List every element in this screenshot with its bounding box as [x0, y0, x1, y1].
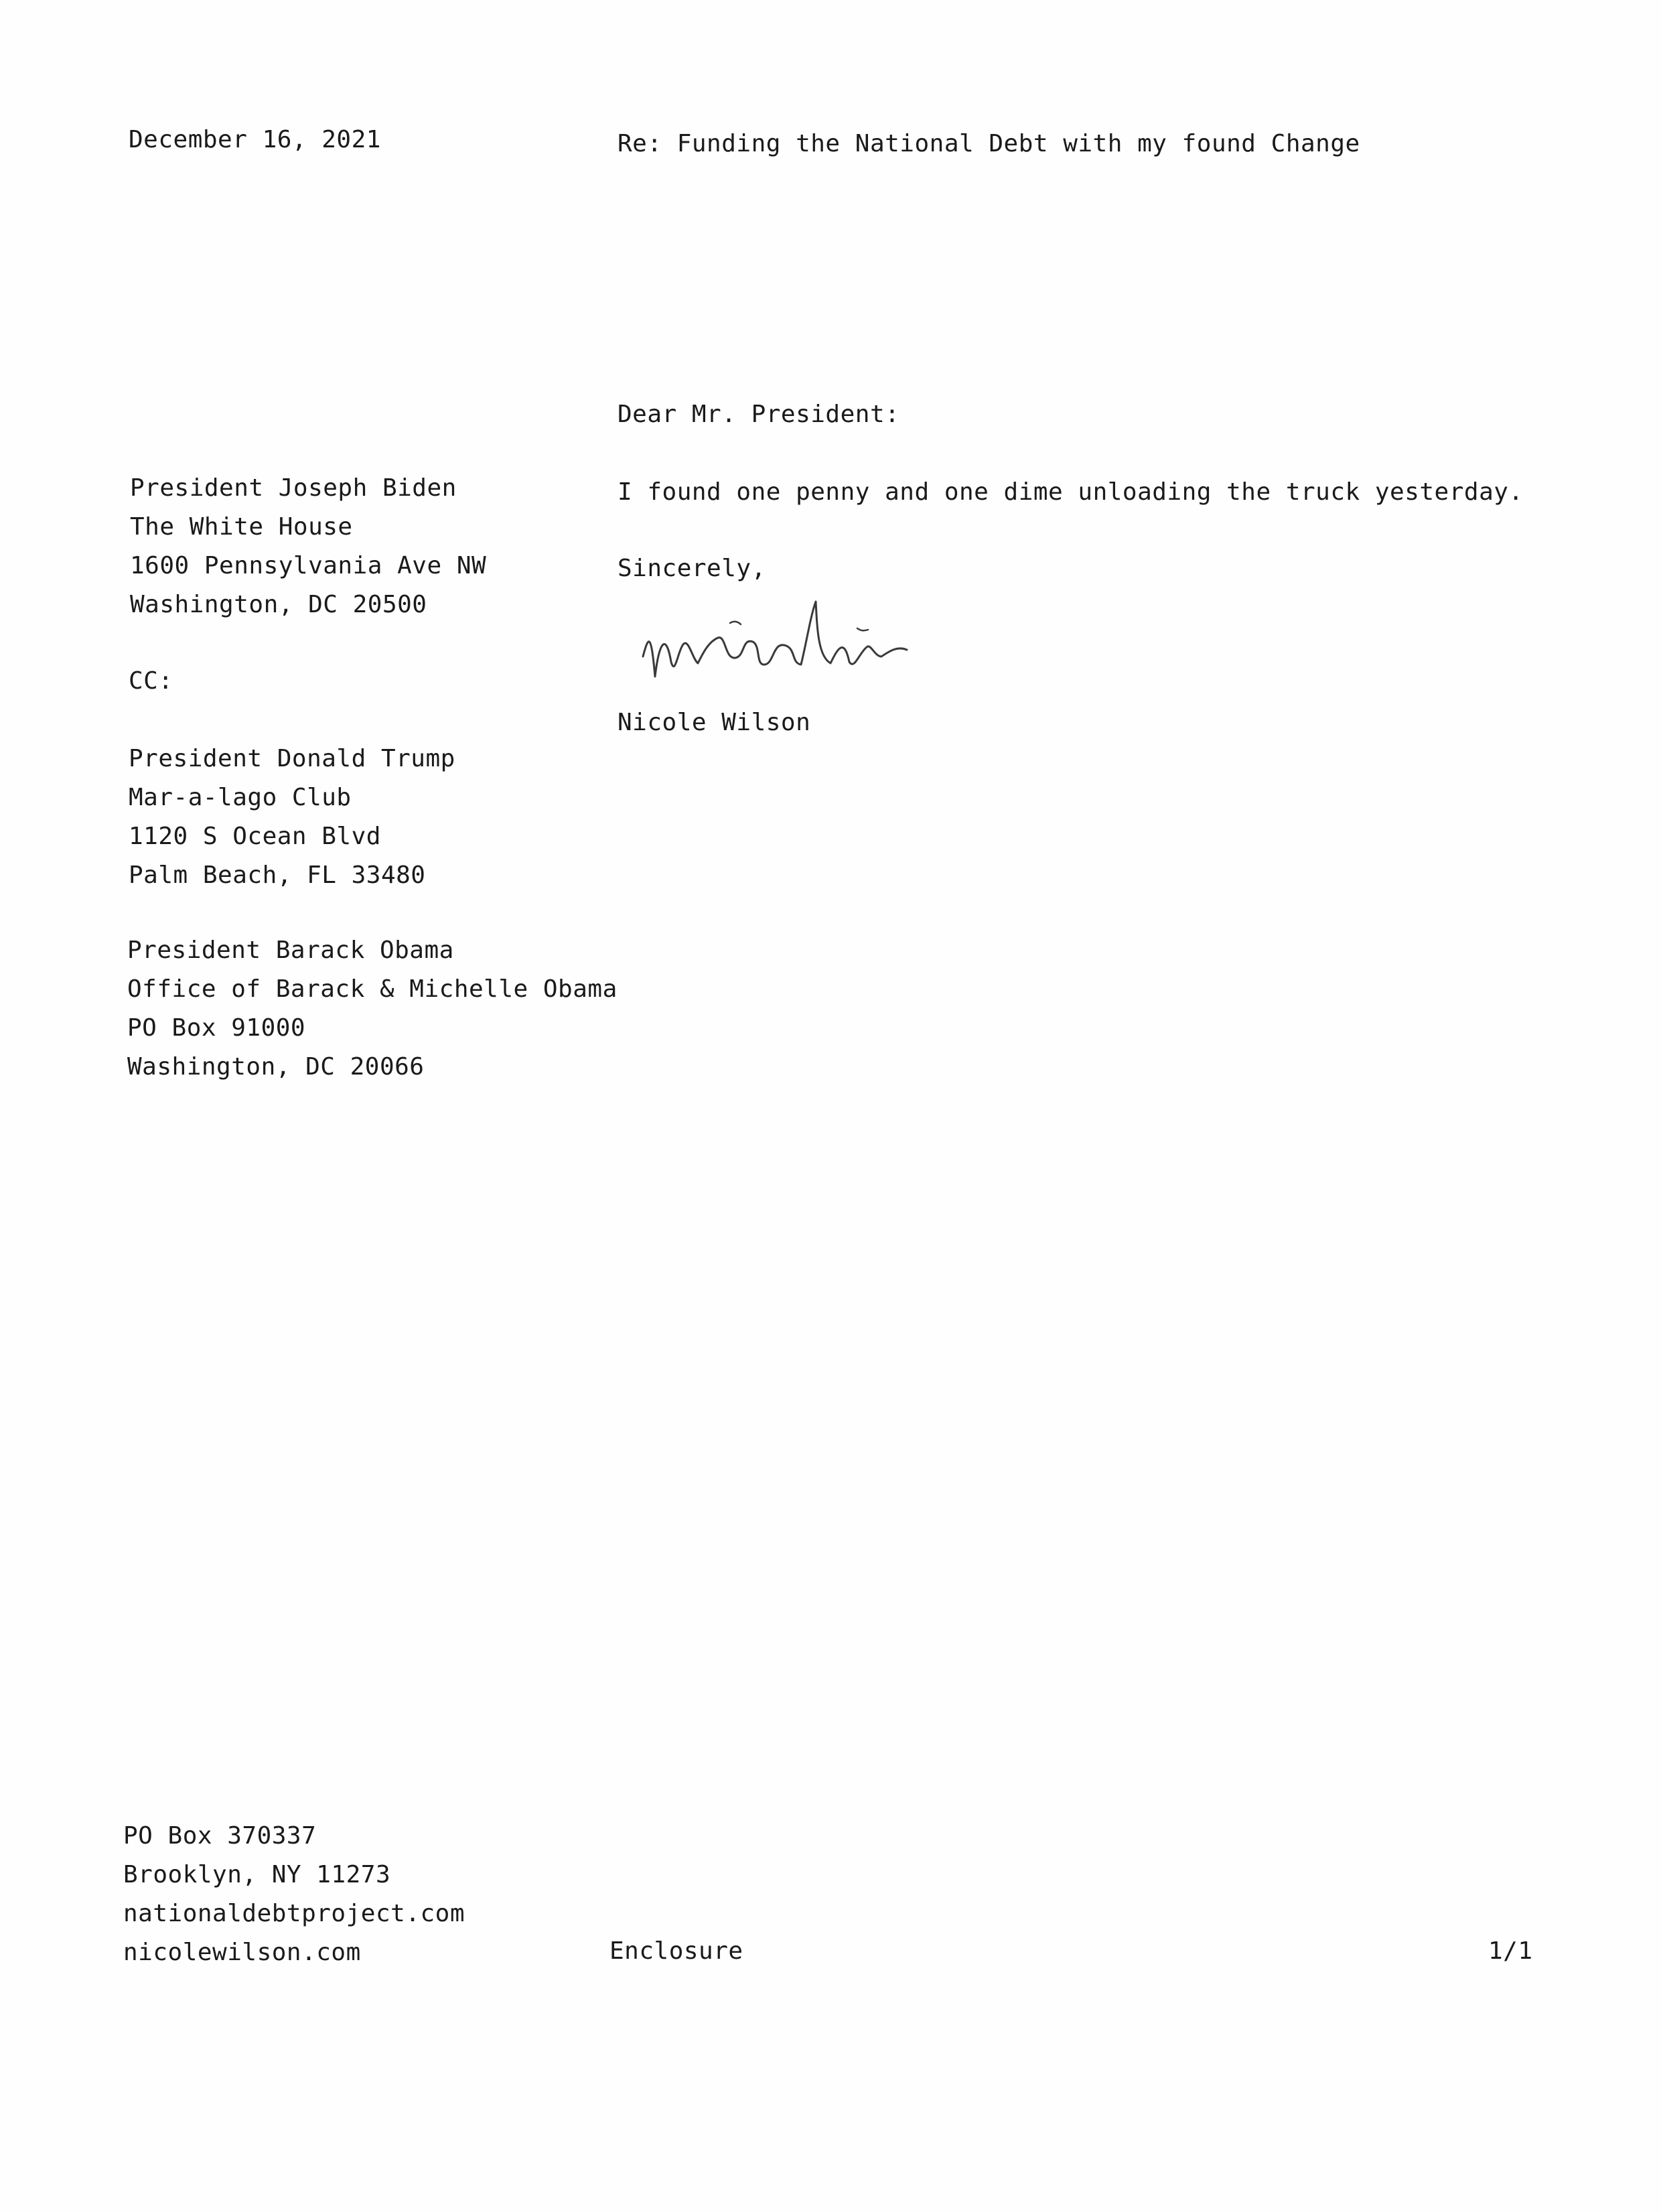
address-line: Washington, DC 20500 — [130, 591, 427, 618]
closing: Sincerely, — [618, 555, 766, 582]
cc-recipient-address — [127, 931, 618, 1087]
address-line: PO Box 370337 — [123, 1822, 317, 1850]
letter-body: I found one penny and one dime unloading the truck yesterday. — [618, 478, 1524, 506]
website-text: nationaldebtproject.com — [123, 1900, 465, 1927]
address-line: 1600 Pennsylvania Ave NW — [130, 552, 487, 579]
address-line: 1120 S Ocean Blvd — [129, 823, 381, 850]
recipient-address — [130, 469, 486, 624]
address-line: Washington, DC 20066 — [127, 1053, 425, 1081]
handwritten-signature — [636, 590, 985, 697]
cc-label: CC: — [129, 667, 173, 695]
address-line: President Barack Obama — [127, 937, 454, 964]
address-line: Mar-a-lago Club — [129, 784, 352, 811]
address-line: President Donald Trump — [129, 745, 455, 772]
enclosure-note: Enclosure — [609, 1937, 743, 1965]
cc-recipient-address — [129, 740, 455, 895]
address-line: Brooklyn, NY 11273 — [123, 1861, 391, 1888]
salutation: Dear Mr. President: — [618, 401, 900, 428]
address-line: Office of Barack & Michelle Obama — [127, 975, 618, 1003]
address-line: The White House — [130, 513, 353, 541]
return-address — [123, 1817, 465, 1972]
address-line: PO Box 91000 — [127, 1014, 306, 1042]
letter-subject: Re: Funding the National Debt with my found Change — [618, 130, 1360, 157]
page-number: 1/1 — [1488, 1937, 1533, 1965]
address-line: President Joseph Biden — [130, 474, 457, 502]
address-line: Palm Beach, FL 33480 — [129, 861, 426, 889]
website-text: nicolewilson.com — [123, 1939, 361, 1966]
signer-name: Nicole Wilson — [618, 709, 811, 736]
letter-date: December 16, 2021 — [129, 126, 381, 153]
